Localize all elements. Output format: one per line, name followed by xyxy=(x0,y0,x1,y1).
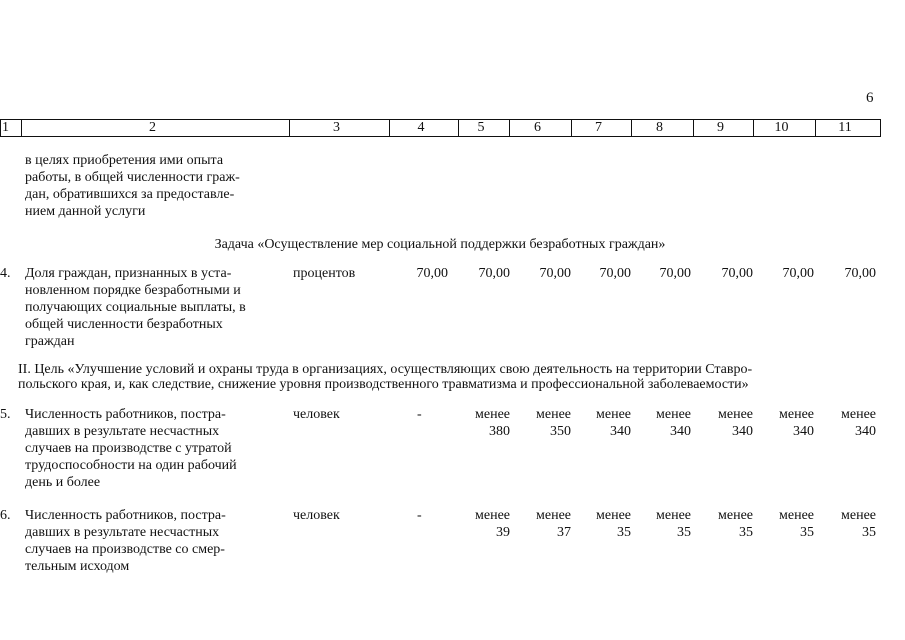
value-cell: 35 xyxy=(862,525,876,540)
value-cell: 70,00 xyxy=(782,266,814,281)
column-number-header xyxy=(0,119,881,137)
value-prefix: менее xyxy=(536,508,571,523)
column-number: 5 xyxy=(459,120,510,137)
column-number: 9 xyxy=(694,120,754,137)
value-prefix: менее xyxy=(718,407,753,422)
value-prefix: менее xyxy=(656,508,691,523)
row-number: 5. xyxy=(0,407,11,422)
column-number: 8 xyxy=(632,120,694,137)
value-prefix: менее xyxy=(475,407,510,422)
value-cell: 70,00 xyxy=(844,266,876,281)
value-cell: 70,00 xyxy=(416,266,448,281)
column-number: 11 xyxy=(816,120,881,137)
value-cell: 39 xyxy=(496,525,510,540)
value-cell: 340 xyxy=(610,424,631,439)
unit-label: человек xyxy=(293,407,340,422)
value-prefix: менее xyxy=(841,407,876,422)
value-prefix: менее xyxy=(596,407,631,422)
unit-label: процентов xyxy=(293,266,356,281)
value-cell: 340 xyxy=(732,424,753,439)
column-number: 7 xyxy=(572,120,632,137)
row-number: 4. xyxy=(0,266,11,281)
row-number: 6. xyxy=(0,508,11,523)
column-number: 6 xyxy=(510,120,572,137)
task-heading: Задача «Осуществление мер социальной поддержки безработных граждан» xyxy=(214,237,666,252)
value-cell: 340 xyxy=(670,424,691,439)
value-cell: 35 xyxy=(617,525,631,540)
column-number: 3 xyxy=(290,120,390,137)
value-cell: 340 xyxy=(855,424,876,439)
value-prefix: менее xyxy=(656,407,691,422)
indicator-name: Доля граждан, признанных в уста- новленном порядке безработными и получающих социальные выплаты, в общей численности безработных граждан xyxy=(25,266,246,349)
value-cell: 70,00 xyxy=(721,266,753,281)
continuation-text: в целях приобретения ими опыта работы, в общей численности граж- дан, обратившихся за предоставле- нием данной услуги xyxy=(25,153,240,219)
goal-heading: II. Цель «Улучшение условий и охраны труда в организациях, осуществляющих свою деятельность на территории Ставро- польского края, и, как следствие, снижение уровня производственного травматизма и профессиональной заболеваемости» xyxy=(18,362,753,392)
value-cell: 35 xyxy=(739,525,753,540)
value-cell: 350 xyxy=(550,424,571,439)
empty-value-dash: - xyxy=(417,407,422,422)
column-number: 1 xyxy=(1,120,22,137)
value-prefix: менее xyxy=(841,508,876,523)
value-cell: 380 xyxy=(489,424,510,439)
value-prefix: менее xyxy=(718,508,753,523)
column-number: 10 xyxy=(754,120,816,137)
value-cell: 70,00 xyxy=(599,266,631,281)
value-prefix: менее xyxy=(779,508,814,523)
indicator-name: Численность работников, постра- давших в результате несчастных случаев на производстве с утратой трудоспособности на один рабочий день и более xyxy=(25,407,237,490)
empty-value-dash: - xyxy=(417,508,422,523)
value-prefix: менее xyxy=(475,508,510,523)
value-cell: 37 xyxy=(557,525,571,540)
value-cell: 35 xyxy=(677,525,691,540)
value-cell: 70,00 xyxy=(659,266,691,281)
page-number: 6 xyxy=(866,90,874,106)
value-prefix: менее xyxy=(596,508,631,523)
value-cell: 70,00 xyxy=(539,266,571,281)
value-prefix: менее xyxy=(779,407,814,422)
column-number: 4 xyxy=(390,120,459,137)
value-cell: 70,00 xyxy=(478,266,510,281)
value-prefix: менее xyxy=(536,407,571,422)
unit-label: человек xyxy=(293,508,340,523)
value-cell: 35 xyxy=(800,525,814,540)
indicator-name: Численность работников, постра- давших в результате несчастных случаев на производстве со смер- тельным исходом xyxy=(25,508,226,574)
column-number: 2 xyxy=(22,120,290,137)
value-cell: 340 xyxy=(793,424,814,439)
